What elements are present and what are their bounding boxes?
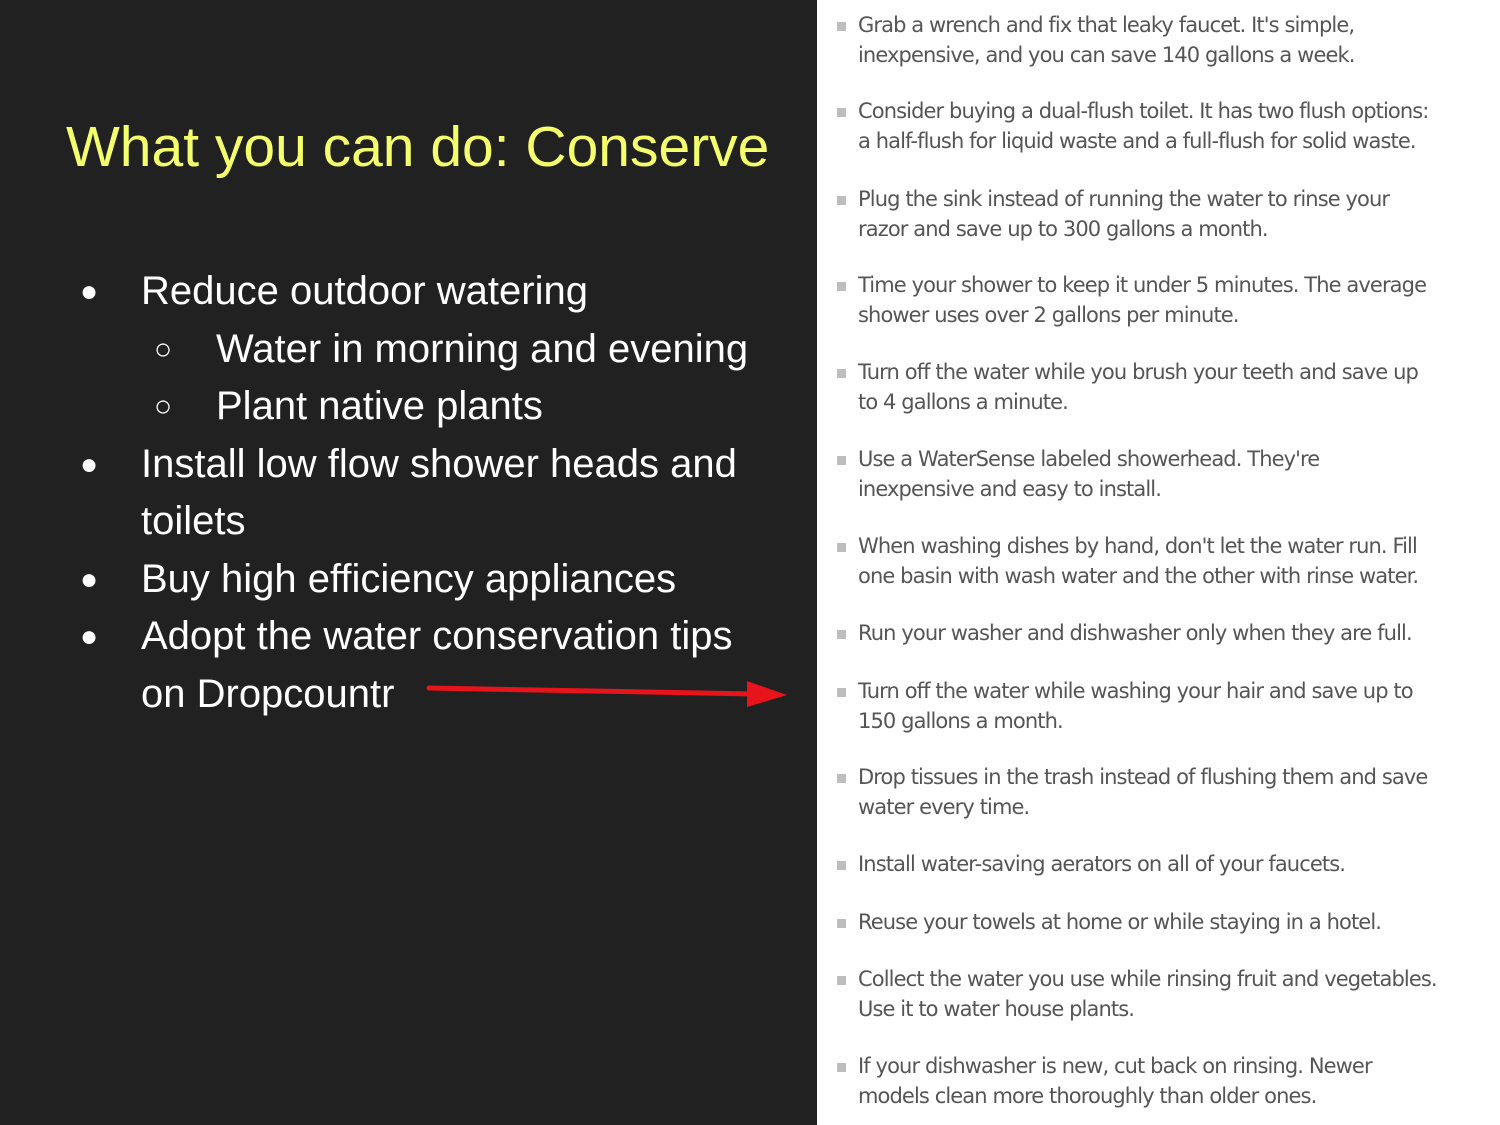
- bullet-circle-icon: ○: [154, 332, 173, 366]
- square-bullet-icon: [837, 630, 846, 639]
- tip-text: Turn off the water while you brush your teeth and save up to 4 gallons a minute.: [858, 360, 1418, 414]
- square-bullet-icon: [837, 1063, 846, 1072]
- square-bullet-icon: [837, 861, 846, 870]
- bullet-text: Buy high efficiency appliances: [141, 556, 677, 601]
- tip-text: Consider buying a dual-flush toilet. It has two flush options: a half-flush for liquid waste and a full-flush for solid waste.: [858, 99, 1429, 153]
- square-bullet-icon: [837, 976, 846, 985]
- bullet-dot-icon: ●: [80, 447, 99, 481]
- square-bullet-icon: [837, 282, 846, 291]
- tip-text: If your dishwasher is new, cut back on rinsing. Newer models clean more thoroughly than older ones.: [858, 1054, 1372, 1108]
- tip-text: Plug the sink instead of running the water to rinse your razor and save up to 300 gallons a month.: [858, 187, 1390, 241]
- tip-text: Use a WaterSense labeled showerhead. They're inexpensive and easy to install.: [858, 447, 1320, 501]
- tip-text: Turn off the water while washing your hair and save up to 150 gallons a month.: [858, 679, 1413, 733]
- tip-text: Reuse your towels at home or while staying in a hotel.: [858, 910, 1382, 934]
- tip-text: Drop tissues in the trash instead of flushing them and save water every time.: [858, 765, 1428, 819]
- bullet-dot-icon: ●: [80, 275, 99, 308]
- square-bullet-icon: [837, 543, 846, 552]
- tips-panel: [817, 0, 1500, 1125]
- square-bullet-icon: [837, 456, 846, 465]
- square-bullet-icon: [837, 196, 846, 205]
- slide-title: What you can do: Conserve: [66, 115, 770, 179]
- square-bullet-icon: [837, 108, 846, 117]
- square-bullet-icon: [837, 919, 846, 928]
- bullet-text: Install low flow shower heads and toilets: [141, 441, 737, 543]
- sub-bullet-item: [0, 321, 817, 379]
- square-bullet-icon: [837, 774, 846, 783]
- tip-text: Collect the water you use while rinsing fruit and vegetables. Use it to water house plants.: [858, 967, 1437, 1021]
- sub-bullet-text: Plant native plants: [216, 384, 543, 428]
- tip-text: Grab a wrench and fix that leaky faucet. It's simple, inexpensive, and you can save 140 gallons a week.: [858, 13, 1355, 67]
- square-bullet-icon: [837, 369, 846, 378]
- sub-bullet-text: Water in morning and evening: [216, 326, 749, 371]
- tip-text: Run your washer and dishwasher only when they are full.: [858, 621, 1412, 645]
- sub-bullet-item: [0, 378, 817, 436]
- bullet-item: [0, 436, 817, 551]
- tip-text: Install water-saving aerators on all of your faucets.: [858, 852, 1346, 876]
- bullet-list: [0, 263, 817, 723]
- bullet-text: Adopt the water conservation tips on Dropcountr: [141, 614, 733, 716]
- tip-text: When washing dishes by hand, don't let the water run. Fill one basin with wash water and the other with rinse water.: [858, 534, 1419, 588]
- bullet-dot-icon: ●: [80, 562, 99, 596]
- bullet-circle-icon: ○: [154, 390, 173, 423]
- square-bullet-icon: [837, 22, 846, 31]
- bullet-item: [0, 551, 817, 609]
- bullet-dot-icon: ●: [80, 620, 99, 653]
- bullet-item: [0, 263, 817, 321]
- square-bullet-icon: [837, 688, 846, 697]
- tip-text: Time your shower to keep it under 5 minutes. The average shower uses over 2 gallons per minute.: [858, 273, 1427, 327]
- red-arrow-icon: [425, 675, 795, 715]
- bullet-text: Reduce outdoor watering: [141, 269, 588, 313]
